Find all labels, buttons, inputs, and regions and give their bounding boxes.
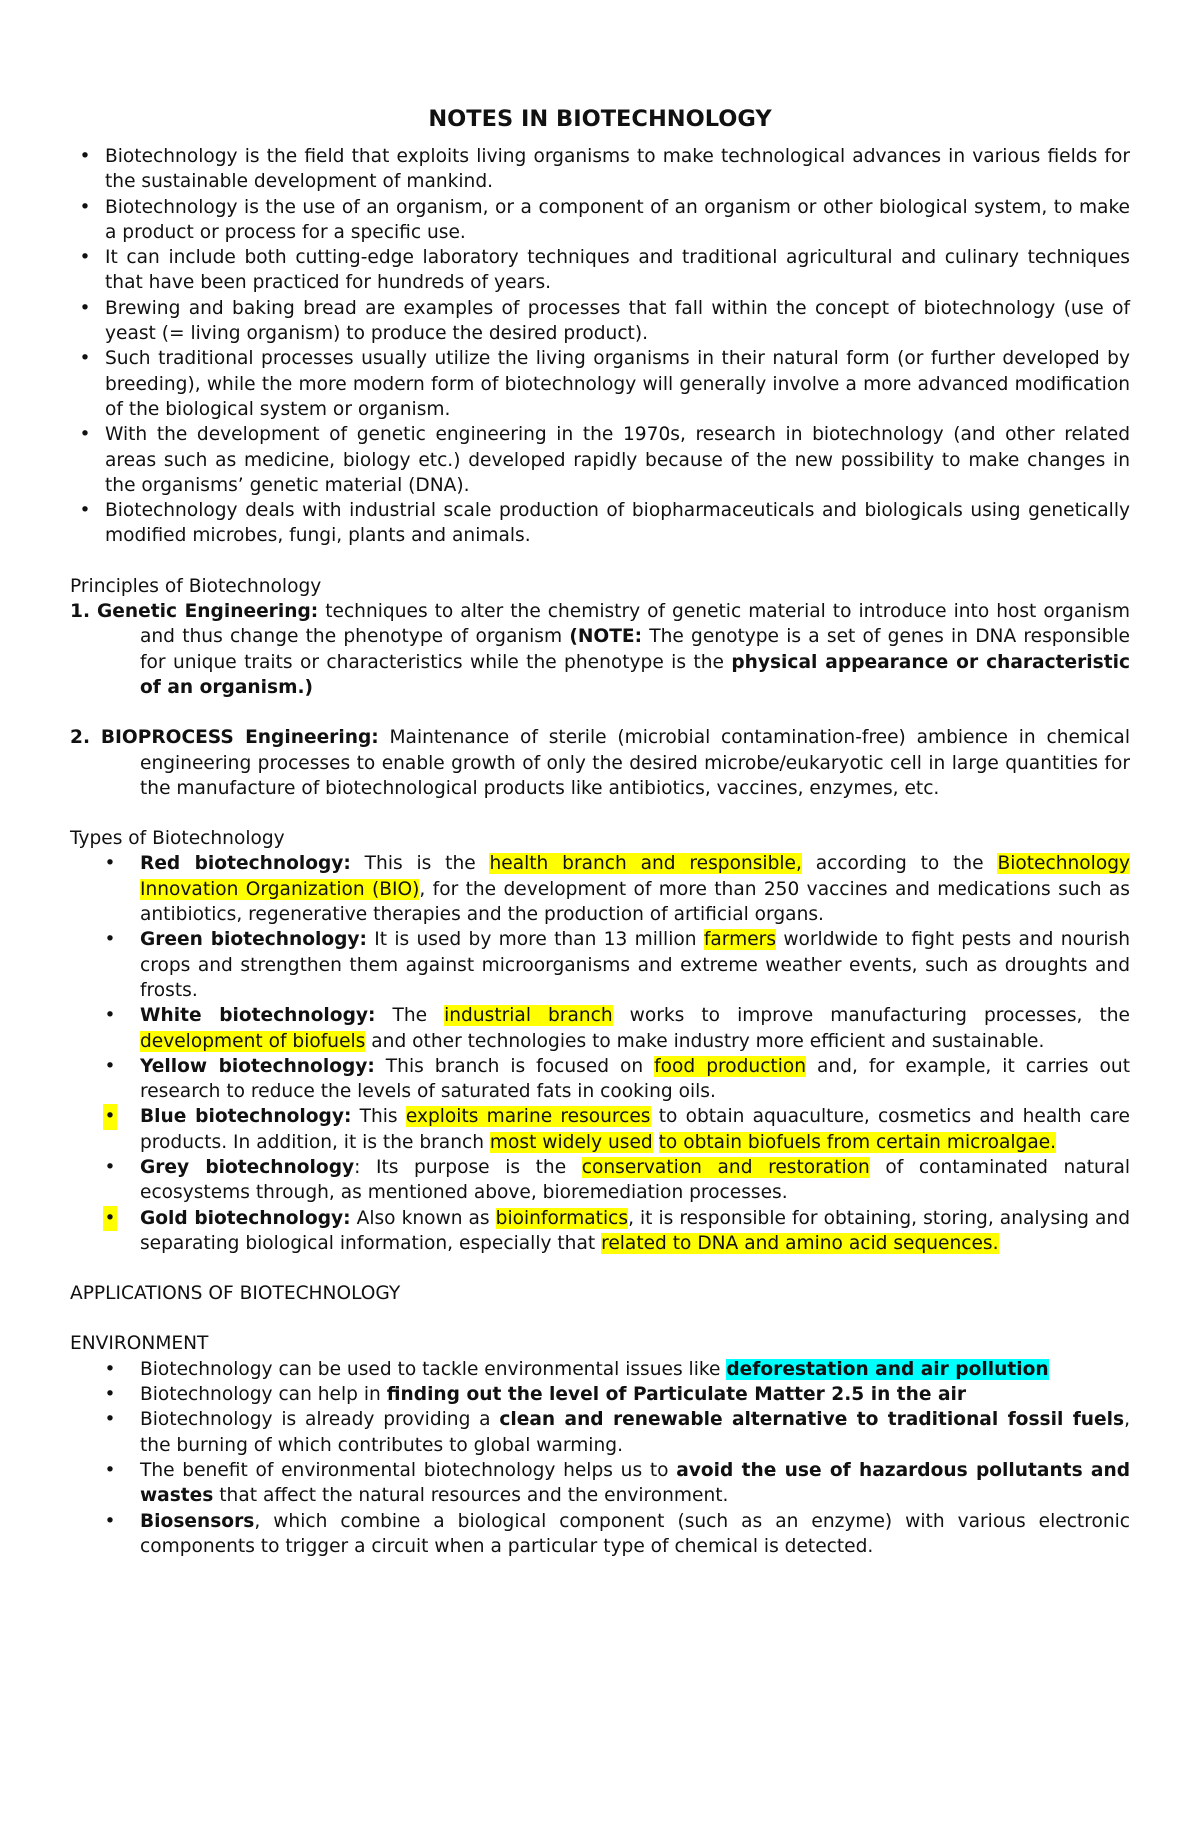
type-item [70, 927, 1130, 1003]
principle-number: 1. [70, 601, 91, 623]
type-name: Green biotechnology: [140, 929, 367, 951]
bullet-icon: • [79, 196, 91, 218]
intro-bullet: • Such traditional processes usually utilize the living organisms in their natural form (or further developed by breeding), while the more modern form of biotechnology will generally involve a more advanced modification of the biological system or organism. [79, 348, 1130, 420]
principle-text: techniques to alter the chemistry of genetic material to introduce into host organism and thus change the phenotype of organism [140, 601, 1130, 648]
highlighted-text: deforestation and air pollution [726, 1358, 1049, 1380]
bullet-icon: • [79, 146, 91, 167]
highlighted-text: health branch and responsible, [489, 853, 802, 875]
bold-text: Biosensors [140, 1510, 255, 1532]
intro-bullet-list [70, 144, 1130, 549]
intro-bullet: • Biotechnology is the field that exploits living organisms to make technological advances in various fields for the sustainable development of mankind. [79, 146, 1130, 193]
type-item [70, 1003, 1130, 1054]
type-text [653, 1132, 659, 1153]
highlighted-text: bioinformatics [495, 1207, 629, 1229]
highlighted-text: to obtain biofuels from certain microalgae. [658, 1131, 1057, 1153]
highlighted-text: food production [654, 1055, 807, 1077]
bold-text: finding out the level of Particulate Matter 2.5 in the air [386, 1384, 967, 1406]
environment-heading: ENVIRONMENT [70, 1333, 209, 1355]
bold-text: avoid the use of hazardous pollutants and wastes [140, 1459, 1131, 1507]
type-text: This [351, 1106, 406, 1128]
highlighted-text: conservation and restoration [581, 1156, 870, 1178]
bullet-icon: • [104, 853, 116, 875]
type-text: , it is responsible for obtaining, storing, analysing and separating biological information, especially that [140, 1207, 1130, 1254]
bullet-icon: • [79, 500, 91, 522]
bullet-icon: • [104, 1358, 116, 1380]
principle-text: Maintenance of sterile (microbial contamination-free) ambience in chemical engineering processes to enable growth of only the desired microbe/eukaryotic cell in large quantities for the manufacture of biotechnological products like antibiotics, vaccines, enzymes, etc. [140, 727, 1130, 799]
principles-heading: Principles of Biotechnology [70, 575, 322, 597]
item-text: that affect the natural resources and the environment. [213, 1485, 729, 1507]
type-item [70, 851, 1130, 927]
type-text: and other technologies to make industry more efficient and sustainable. [365, 1030, 1045, 1052]
bullet-icon: • [79, 348, 91, 370]
type-item [70, 1104, 1130, 1155]
type-text: works to improve manufacturing processes, the [612, 1005, 1130, 1027]
environment-item [70, 1407, 1130, 1458]
principle-name: BIOPROCESS Engineering: [100, 727, 379, 749]
type-item [70, 1206, 1130, 1257]
type-name: Yellow biotechnology: [140, 1055, 375, 1077]
intro-bullet: • Biotechnology is the use of an organism, or a component of an organism or other biological system, to make a product or process for a specific use. [79, 196, 1130, 243]
environment-bullet-list [70, 1357, 1130, 1559]
type-text: , for the development of more than 250 vaccines and medications such as antibiotics, regenerative therapies and the production of artificial organs. [140, 878, 1130, 926]
item-text: , which combine a biological component (such as an enzyme) with various electronic components to trigger a circuit when a particular type of chemical is detected. [140, 1510, 1130, 1557]
intro-bullet: • Biotechnology deals with industrial scale production of biopharmaceuticals and biologicals using genetically modified microbes, fungi, plants and animals. [79, 500, 1130, 547]
type-text: The [375, 1005, 445, 1027]
highlighted-text: Biotechnology Innovation Organization (BIO) [140, 853, 1130, 900]
type-name: Blue biotechnology: [140, 1106, 352, 1128]
principle-bioprocess-engineering [70, 725, 1130, 801]
bullet-icon: • [79, 297, 91, 319]
highlighted-text: most widely used [489, 1131, 653, 1153]
document-title: NOTES IN BIOTECHNOLOGY [428, 106, 772, 132]
bullet-icon: • [104, 1005, 116, 1027]
type-text: to obtain aquaculture, cosmetics and health care products. In addition, it is the branch [140, 1106, 1130, 1153]
bullet-icon: • [79, 424, 91, 446]
bullet-icon: • [104, 1055, 116, 1077]
bullet-icon: • [103, 1104, 117, 1129]
environment-item [70, 1458, 1130, 1509]
type-text: Also known as [350, 1207, 496, 1229]
highlighted-text: industrial branch [444, 1005, 613, 1027]
type-name: White biotechnology: [140, 1005, 376, 1027]
environment-item [70, 1509, 1130, 1560]
type-name: Red biotechnology: [140, 853, 351, 875]
bullet-icon: • [104, 1409, 116, 1431]
bullet-icon: • [103, 1206, 117, 1231]
types-bullet-list [70, 851, 1130, 1256]
type-text: according to the [801, 853, 998, 875]
intro-bullet: • With the development of genetic engineering in the 1970s, research in biotechnology (and other related areas such as medicine, biology etc.) developed rapidly because of the new possibility to make changes in the organisms’ genetic material (DNA). [79, 424, 1130, 496]
type-text: This branch is focused on [374, 1055, 655, 1077]
item-text: Biotechnology can be used to tackle environmental issues like [140, 1358, 727, 1380]
item-text: , the burning of which contributes to global warming. [140, 1409, 1131, 1456]
bullet-icon: • [104, 1156, 116, 1178]
intro-bullet: • It can include both cutting-edge laboratory techniques and traditional agricultural and culinary techniques that have been practiced for hundreds of years. [79, 247, 1130, 294]
environment-item [70, 1382, 1130, 1407]
principle-genetic-engineering [70, 599, 1130, 700]
environment-item [70, 1357, 1130, 1382]
type-name: Gold biotechnology: [140, 1207, 351, 1229]
intro-bullet: • Brewing and baking bread are examples of processes that fall within the concept of biotechnology (use of yeast (= living organism) to produce the desired product). [79, 297, 1130, 345]
type-item [70, 1054, 1130, 1105]
item-text: The benefit of environmental biotechnology helps us to [140, 1459, 677, 1481]
principle-number: 2. [70, 727, 91, 749]
applications-heading: APPLICATIONS OF BIOTECHNOLOGY [70, 1283, 401, 1305]
bullet-icon: • [104, 1384, 116, 1406]
bullet-icon: • [79, 247, 91, 269]
bold-text: clean and renewable alternative to traditional fossil fuels [499, 1409, 1125, 1431]
type-item [70, 1155, 1130, 1206]
type-text: This is the [350, 853, 490, 875]
item-text: Biotechnology is already providing a [140, 1409, 500, 1431]
bullet-icon: • [104, 929, 116, 951]
bullet-icon: • [104, 1459, 116, 1481]
principle-note-bold: physical appearance or characteristic of an organism.) [140, 651, 1131, 698]
principle-note-label: (NOTE: [569, 626, 643, 648]
type-text: of contaminated natural ecosystems through, as mentioned above, bioremediation processes. [140, 1156, 1131, 1204]
principle-name: Genetic Engineering: [97, 601, 319, 623]
type-name: Grey biotechnology [140, 1156, 355, 1178]
highlighted-text: development of biofuels [140, 1030, 366, 1052]
bullet-icon: • [104, 1510, 116, 1532]
type-text: It is used by more than 13 million [367, 929, 704, 951]
highlighted-text: related to DNA and amino acid sequences. [601, 1232, 999, 1254]
types-heading: Types of Biotechnology [70, 828, 285, 850]
item-text: Biotechnology can help in [140, 1384, 387, 1406]
type-text: : Its purpose is the [354, 1156, 582, 1178]
principle-note-text: The genotype is a set of genes in DNA responsible for unique traits or characteristics while the phenotype is the [140, 626, 1130, 673]
highlighted-text: farmers [703, 929, 777, 951]
highlighted-text: exploits marine resources [405, 1106, 651, 1128]
type-text: worldwide to fight pests and nourish crops and strengthen them against microorganisms and extreme weather events, such as droughts and frosts. [140, 929, 1130, 1001]
type-text: and, for example, it carries out research to reduce the levels of saturated fats in cooking oils. [140, 1055, 1130, 1103]
